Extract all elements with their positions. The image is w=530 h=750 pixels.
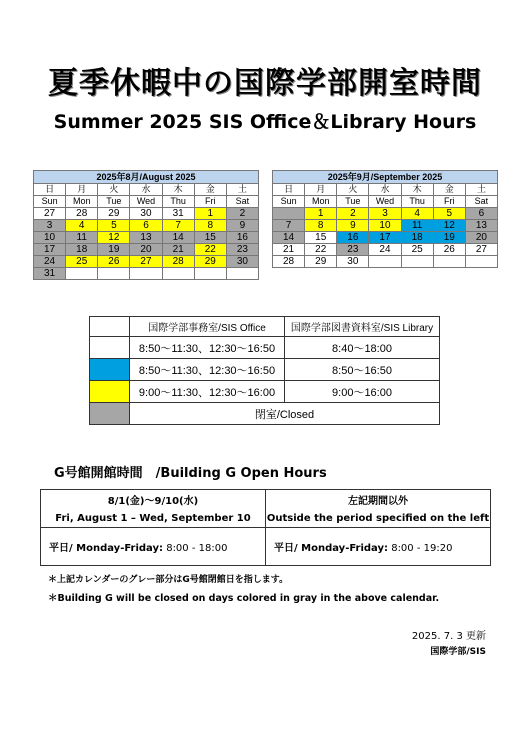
legend-header-library: 国際学部図書資料室/SIS Library xyxy=(285,317,440,337)
calendar-day: 24 xyxy=(369,244,401,256)
weekday-en: Sat xyxy=(465,196,497,208)
period-2-jp: 左記期間以外 xyxy=(266,490,491,510)
period-1-hours xyxy=(41,528,266,566)
legend-closed: 閉室/Closed xyxy=(130,403,440,425)
calendar-day: 30 xyxy=(130,208,162,220)
calendar-day: 6 xyxy=(130,220,162,232)
calendar-day: 3 xyxy=(34,220,66,232)
calendar-day xyxy=(194,268,226,280)
department-name: 国際学部/SIS xyxy=(430,647,486,657)
period-2-hours xyxy=(266,528,491,566)
weekday-jp: 火 xyxy=(337,184,369,196)
weekday-en: Wed xyxy=(369,196,401,208)
calendar-day: 13 xyxy=(465,220,497,232)
calendar-day: 16 xyxy=(226,232,258,244)
legend-office-hours: 8:50～11:30、12:30～16:50 xyxy=(130,337,285,359)
note-en: ＊Building G will be closed on days colored in gray in the above calendar. xyxy=(48,593,440,604)
page-title-en: Summer 2025 SIS Office＆Library Hours xyxy=(53,111,477,133)
legend-swatch-white xyxy=(90,337,130,359)
weekday-en: Thu xyxy=(162,196,194,208)
calendar-day xyxy=(433,256,465,268)
calendar-day: 25 xyxy=(401,244,433,256)
calendar-day: 27 xyxy=(34,208,66,220)
weekday-jp: 水 xyxy=(369,184,401,196)
calendar-day xyxy=(98,268,130,280)
calendar-day: 27 xyxy=(130,256,162,268)
weekday-en: Sun xyxy=(34,196,66,208)
calendar-day xyxy=(465,256,497,268)
calendar-day: 18 xyxy=(66,244,98,256)
weekday-jp: 月 xyxy=(66,184,98,196)
weekday-jp: 木 xyxy=(162,184,194,196)
calendar-day: 28 xyxy=(273,256,305,268)
building-g-hours-table xyxy=(40,489,491,566)
calendar-day: 21 xyxy=(273,244,305,256)
calendar-day: 14 xyxy=(273,232,305,244)
calendar-day: 29 xyxy=(194,256,226,268)
calendar-day: 29 xyxy=(98,208,130,220)
calendar-day: 15 xyxy=(305,232,337,244)
note-jp: ＊上記カレンダーのグレー部分はG号館閉館日を指します。 xyxy=(48,575,289,585)
calendar-day: 20 xyxy=(130,244,162,256)
calendar-day: 22 xyxy=(305,244,337,256)
calendar-day: 16 xyxy=(337,232,369,244)
legend-swatch-gray xyxy=(90,403,130,425)
calendar-day: 4 xyxy=(66,220,98,232)
legend-library-hours: 8:50～16:50 xyxy=(285,359,440,381)
calendar-day: 2 xyxy=(226,208,258,220)
weekday-en: Wed xyxy=(130,196,162,208)
calendar-day: 19 xyxy=(98,244,130,256)
calendar-day: 4 xyxy=(401,208,433,220)
calendar-day: 8 xyxy=(194,220,226,232)
calendar-day: 10 xyxy=(34,232,66,244)
calendar-day: 11 xyxy=(401,220,433,232)
calendar-day: 13 xyxy=(130,232,162,244)
weekday-jp: 日 xyxy=(34,184,66,196)
calendar-day: 31 xyxy=(34,268,66,280)
legend-swatch-blue xyxy=(90,359,130,381)
legend-library-hours: 8:40～18:00 xyxy=(285,337,440,359)
calendar-day: 31 xyxy=(162,208,194,220)
calendar-day: 30 xyxy=(337,256,369,268)
calendar-day: 7 xyxy=(162,220,194,232)
calendar-day: 18 xyxy=(401,232,433,244)
calendar-day: 17 xyxy=(369,232,401,244)
calendar-day: 1 xyxy=(194,208,226,220)
legend-office-hours: 9:00～11:30、12:30～16:00 xyxy=(130,381,285,403)
calendar-day: 27 xyxy=(465,244,497,256)
calendar-day: 26 xyxy=(98,256,130,268)
calendar-day: 8 xyxy=(305,220,337,232)
weekday-jp: 木 xyxy=(401,184,433,196)
calendar-day: 24 xyxy=(34,256,66,268)
period-1-jp: 8/1(金)～9/10(水) xyxy=(41,490,266,510)
calendar-day: 5 xyxy=(98,220,130,232)
calendar-day: 5 xyxy=(433,208,465,220)
weekday-en: Sun xyxy=(273,196,305,208)
calendar-month-title: 2025年8月/August 2025 xyxy=(34,171,259,184)
legend-header-office: 国際学部事務室/SIS Office xyxy=(130,317,285,337)
calendar-day xyxy=(66,268,98,280)
weekday-jp: 日 xyxy=(273,184,305,196)
calendar-day: 19 xyxy=(433,232,465,244)
weekday-jp: 火 xyxy=(98,184,130,196)
weekday-jp: 金 xyxy=(194,184,226,196)
calendar-day: 7 xyxy=(273,220,305,232)
weekday-en: Fri xyxy=(194,196,226,208)
calendar-september xyxy=(272,170,498,268)
calendar-day xyxy=(226,268,258,280)
hours-value: 8:00 - 18:00 xyxy=(166,543,228,554)
calendar-day: 2 xyxy=(337,208,369,220)
calendar-day: 14 xyxy=(162,232,194,244)
calendar-day xyxy=(130,268,162,280)
updated-date: 2025. 7. 3 更新 xyxy=(411,631,486,642)
weekday-jp: 水 xyxy=(130,184,162,196)
weekday-jp: 月 xyxy=(305,184,337,196)
calendar-august xyxy=(33,170,259,280)
period-2-en: Outside the period specified on the left xyxy=(266,510,491,528)
calendar-day: 6 xyxy=(465,208,497,220)
calendar-day xyxy=(401,256,433,268)
legend-library-hours: 9:00～16:00 xyxy=(285,381,440,403)
calendar-day: 29 xyxy=(305,256,337,268)
weekday-label: 平日/ Monday-Friday: xyxy=(274,543,389,554)
weekday-jp: 金 xyxy=(433,184,465,196)
legend-swatch-yellow xyxy=(90,381,130,403)
weekday-jp: 土 xyxy=(226,184,258,196)
weekday-en: Tue xyxy=(98,196,130,208)
hours-legend-table xyxy=(89,316,440,425)
calendar-day: 9 xyxy=(337,220,369,232)
weekday-en: Mon xyxy=(305,196,337,208)
calendar-day: 30 xyxy=(226,256,258,268)
weekday-en: Tue xyxy=(337,196,369,208)
calendar-day: 28 xyxy=(66,208,98,220)
calendar-day: 28 xyxy=(162,256,194,268)
weekday-en: Mon xyxy=(66,196,98,208)
legend-office-hours: 8:50～11:30、12:30～16:50 xyxy=(130,359,285,381)
calendar-day: 11 xyxy=(66,232,98,244)
building-g-title: G号館開館時間 /Building G Open Hours xyxy=(54,466,327,481)
calendar-day: 17 xyxy=(34,244,66,256)
calendar-day: 12 xyxy=(98,232,130,244)
weekday-en: Fri xyxy=(433,196,465,208)
calendar-day: 9 xyxy=(226,220,258,232)
weekday-en: Sat xyxy=(226,196,258,208)
legend-corner xyxy=(90,317,130,337)
calendar-day xyxy=(273,208,305,220)
period-1-en: Fri, August 1 – Wed, September 10 xyxy=(41,510,266,528)
page-title-jp: 夏季休暇中の国際学部開室時間 xyxy=(48,66,482,101)
calendar-day: 21 xyxy=(162,244,194,256)
calendar-month-title: 2025年9月/September 2025 xyxy=(273,171,498,184)
calendar-day: 20 xyxy=(465,232,497,244)
weekday-jp: 土 xyxy=(465,184,497,196)
calendar-day: 23 xyxy=(337,244,369,256)
calendar-day: 15 xyxy=(194,232,226,244)
calendar-day: 25 xyxy=(66,256,98,268)
calendar-day: 26 xyxy=(433,244,465,256)
weekday-label: 平日/ Monday-Friday: xyxy=(49,543,164,554)
calendar-day xyxy=(162,268,194,280)
calendar-day xyxy=(369,256,401,268)
weekday-en: Thu xyxy=(401,196,433,208)
hours-value: 8:00 - 19:20 xyxy=(391,543,453,554)
calendar-day: 1 xyxy=(305,208,337,220)
calendar-day: 12 xyxy=(433,220,465,232)
calendar-day: 3 xyxy=(369,208,401,220)
calendar-day: 10 xyxy=(369,220,401,232)
calendar-day: 23 xyxy=(226,244,258,256)
calendar-day: 22 xyxy=(194,244,226,256)
